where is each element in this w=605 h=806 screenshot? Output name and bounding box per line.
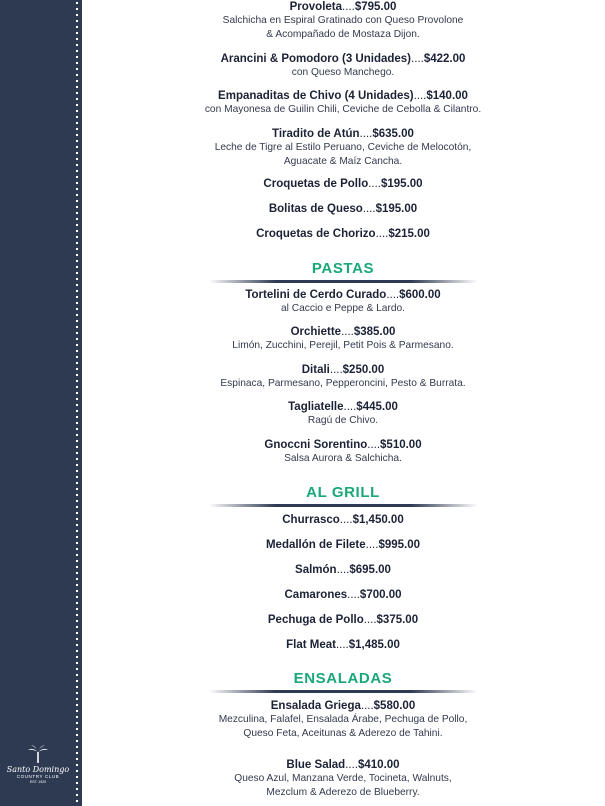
menu-item: Ditali....$250.00 Espinaca, Parmesano, Pepperoncini, Pesto & Burrata. xyxy=(220,364,466,389)
menu-item: Ensalada Griega....$580.00 Mezculina, Falafel, Ensalada Árabe, Pechuga de Pollo, Queso Feta, Aceitunas & Aderezo de Tahini. xyxy=(218,700,468,739)
menu-item: Medallón de Filete....$995.00 xyxy=(265,539,421,551)
menu-item: Croquetas de Pollo....$195.00 xyxy=(263,178,423,190)
section-divider xyxy=(208,280,478,283)
logo-established: EST. 1920 xyxy=(29,780,47,784)
menu-item: Arancini & Pomodoro (3 Unidades)....$422.00 con Queso Manchego. xyxy=(220,53,466,78)
menu-item: Provoleta....$795.00 Salchicha en Espiral Gratinado con Queso Provolone & Acompañado de Mostaza Dijon. xyxy=(222,1,464,40)
section-divider xyxy=(208,690,478,693)
menu-item: Salmón....$695.00 xyxy=(295,564,391,576)
menu-item: Flat Meat....$1,485.00 xyxy=(286,639,400,651)
menu-item: Tiradito de Atún....$635.00 Leche de Tigre al Estilo Peruano, Ceviche de Melocotón, Aguacate & Maíz Cancha. xyxy=(214,128,472,167)
menu-item: Churrasco....$1,450.00 xyxy=(282,514,404,526)
menu-item: Camarones....$700.00 xyxy=(284,589,402,601)
menu-item: Tortelini de Cerdo Curado....$600.00 al Caccio e Peppe & Lardo. xyxy=(245,289,441,314)
menu-item: Pechuga de Pollo....$375.00 xyxy=(267,614,419,626)
menu-item: Blue Salad....$410.00 Queso Azul, Manzana Verde, Tocineta, Walnuts, Mezclum & Aderezo de Blueberry. xyxy=(234,759,452,798)
menu-item: Tagliatelle....$445.00 Ragú de Chivo. xyxy=(288,401,398,426)
menu-item: Croquetas de Chorizo....$215.00 xyxy=(256,228,430,240)
section-heading-pastas: PASTAS xyxy=(208,259,478,283)
palm-tree-icon xyxy=(27,744,49,764)
menu-item: Empanaditas de Chivo (4 Unidades)....$140.00 con Mayonesa de Guilin Chili, Ceviche de Cebolla & Cilantro. xyxy=(204,90,482,115)
menu-item: Gnoccni Sorentino....$510.00 Salsa Aurora & Salchicha. xyxy=(264,439,422,464)
menu-item: Orchiette....$385.00 Limón, Zucchini, Perejil, Petit Pois & Parmesano. xyxy=(232,326,454,351)
section-heading-ensaladas: ENSALADAS xyxy=(208,669,478,693)
sidebar xyxy=(0,0,82,806)
section-heading-al-grill: AL GRILL xyxy=(208,483,478,507)
club-logo xyxy=(6,744,70,800)
logo-subtitle: COUNTRY CLUB xyxy=(16,774,60,779)
section-divider xyxy=(208,504,478,507)
menu-item: Bolitas de Queso....$195.00 xyxy=(268,203,418,215)
stitched-border xyxy=(75,0,79,806)
logo-script: Santo Domingo xyxy=(6,765,70,774)
